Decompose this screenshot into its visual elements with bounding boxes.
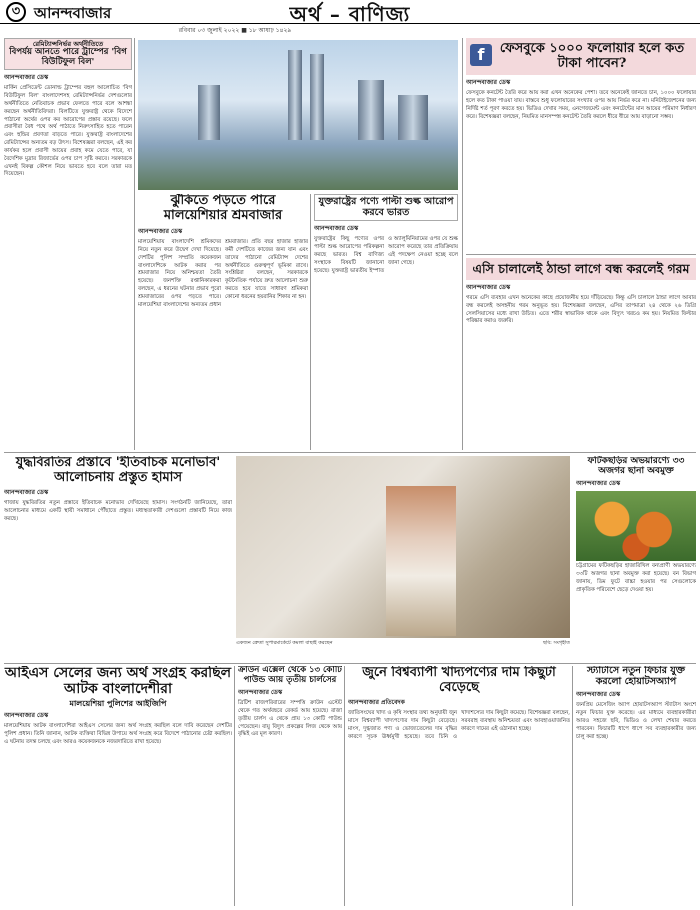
- article-byline: আনন্দবাজার ডেস্ক: [576, 691, 621, 699]
- article-body: যুক্তরাষ্ট্রের কিছু পণ্যের ওপর পাল্টা শুল্ক আরোপের পরিকল্পনা করছে ভারত। বিশ্ব বাণিজ্য সংস্থাকে বিষয়টি জানানো হয়েছে। যুক্তরাষ্ট্র ভারতীয় ইস্পাত ও অ্যালুমিনিয়ামের ওপর যে শুল্ক আরোপ করেছে তার প্রতিক্রিয়ায় এই পদক্ষেপ নেওয়া হচ্ছে বলে জানা গেছে।: [314, 236, 458, 274]
- article-byline: আনন্দবাজার ডেস্ক: [466, 284, 511, 291]
- facebook-icon: f: [470, 44, 492, 66]
- article-headline: ফটিকছড়ির অভয়ারণ্যে ৩৩ অজগর ছানা অবমুক্ত: [587, 456, 685, 477]
- article-headline: আইএস সেলের জন্য অর্থ সংগ্রহ করছিল আটক বাংলাদেশীরা: [4, 666, 232, 697]
- article-headline: এসি চালালেই ঠান্ডা লাগে বন্ধ করলেই গরম: [466, 258, 696, 280]
- article-body: জনপ্রিয় মেসেজিং অ্যাপ হোয়াটসঅ্যাপ স্ট্যাটাস অংশে নতুন ফিচার যুক্ত করেছে। এর মাধ্যমে ব্যবহারকারীরা আরও সহজে ছবি, ভিডিও ও লেখা শেয়ার করতে পারবেন। ফিচারটি ধাপে ধাপে সব ব্যবহারকারীর জন্য চালু করা হচ্ছে।: [576, 702, 696, 740]
- article-byline: আনন্দবাজার প্রতিবেদক: [348, 699, 405, 707]
- article-byline: আনন্দবাজার ডেস্ক: [138, 228, 183, 236]
- article-kicker: রেমিট্যান্সনির্ভর অর্থনীতিতে: [32, 40, 104, 48]
- article-hamas-ceasefire: [4, 456, 232, 661]
- article-body: চট্টগ্রামের ফটিকছড়ির হাজারিখিল বন্যপ্রাণী অভয়ারণ্যে ৩৩টি অজগর ছানা অবমুক্ত করা হয়েছে। বন বিভাগ জানায়, ডিম ফুটে বাচ্চা হওয়ার পর সেগুলোকে প্রাকৃতিক পরিবেশে ছেড়ে দেওয়া হয়।: [576, 563, 696, 593]
- photo-caption: একজন ক্রেতা সুপারমার্কেটে কমলা বাছাই করছেন: [236, 640, 333, 646]
- kl-skyline-photo: [138, 40, 458, 190]
- article-body: মার্কিন প্রেসিডেন্ট ডোনাল্ড ট্রাম্পের বহুল আলোচিত 'বিগ বিউটিফুল বিল' বাংলাদেশসহ রেমিট্যান্সনির্ভর দেশগুলোর অর্থনীতিতে নেতিবাচক প্রভাব ফেলতে পারে বলে আশঙ্কা করছেন অর্থনীতিবিদরা। বিলটিতে যুক্তরাষ্ট্র থেকে বিদেশে পাঠানো অর্থের ওপর কর আরোপের প্রস্তাব রয়েছে। ফলে প্রবাসীরা বৈধ পথে অর্থ পাঠাতে নিরুৎসাহিত হতে পারেন এবং হুন্ডির প্রবণতা বাড়তে পারে। যুক্তরাষ্ট্র বাংলাদেশের রেমিট্যান্সের অন্যতম বড় উৎস। বিশেষজ্ঞরা বলছেন, এই কর কার্যকর হলে প্রবাসী আয়ের প্রবাহ কমে যেতে পারে, যা বৈদেশিক মুদ্রার রিজার্ভের ওপর চাপ সৃষ্টি করবে। সরকারকে এখনই বিকল্প কৌশল নিয়ে ভাবতে হবে বলে তারা মত দিয়েছেন।: [4, 85, 132, 178]
- article-headline: স্ট্যাটাসে নতুন ফিচার যুক্ত করলো হোয়াটসঅ্যাপ: [586, 666, 686, 687]
- article-byline: আনন্দবাজার ডেস্ক: [466, 79, 511, 87]
- article-body: গাজায় যুদ্ধবিরতির নতুন প্রস্তাবে ইতিবাচক মনোভাব দেখিয়েছে হামাস। সংগঠনটি জানিয়েছে, তারা আলোচনার মাধ্যমে একটি স্থায়ী সমাধানে পৌঁছাতে প্রস্তুত। মধ্যস্থতাকারী দেশগুলো প্রস্তাবটি নিয়ে কাজ করছে।: [4, 500, 232, 522]
- article-food-prices: [348, 666, 570, 906]
- article-body: গরমে এসি ব্যবহার এখন অনেকের কাছে প্রয়োজনীয় হয়ে দাঁড়িয়েছে। কিন্তু এসি চালালে ঠান্ডা লাগে আবার বন্ধ করলেই অসহনীয় গরম অনুভূত হয়। বিশেষজ্ঞরা বলছেন, এসির তাপমাত্রা ২৪ থেকে ২৬ ডিগ্রি সেলসিয়াসের মধ্যে রাখা উচিত। এতে শরীর স্বাভাবিক থাকে এবং বিদ্যুৎ খরচও কম হয়। নিয়মিত ফিল্টার পরিষ্কার করাও জরুরি।: [466, 295, 696, 325]
- article-body: মালয়েশিয়ায় বাংলাদেশি শ্রমিকদের নিয়ে নতুন করে উদ্বেগ দেখা দিয়েছে। দেশটির পুলিশ সম্প্রতি কয়েকজন বাংলাদেশিকে আটক করার পর শ্রমবাজার নিয়ে অনিশ্চয়তা তৈরি হয়েছে। জনশক্তি রপ্তানিকারকরা বলছেন, এ ধরনের ঘটনার প্রভাব পুরো শ্রমবাজারের ওপর পড়তে পারে। মালয়েশিয়া বাংলাদেশের অন্যতম প্রধান শ্রমবাজার। প্রতি বছর হাজার হাজার কর্মী দেশটিতে কাজের জন্য যান এবং তাদের পাঠানো রেমিট্যান্স দেশের অর্থনীতিতে গুরুত্বপূর্ণ ভূমিকা রাখে। সংশ্লিষ্টরা বলছেন, সরকারকে কূটনৈতিক পর্যায়ে দ্রুত আলোচনা শুরু করতে হবে যাতে সাধারণ শ্রমিকরা কোনো ধরনের হয়রানির শিকার না হন।: [138, 239, 308, 308]
- article-byline: আনন্দবাজার ডেস্ক: [4, 74, 49, 82]
- article-headline: যুক্তরাষ্ট্রের পণ্যে পাল্টা শুল্ক আরোপ করবে ভারত: [314, 194, 458, 221]
- paper-name: আনন্দবাজার: [34, 4, 112, 22]
- python-photo: [576, 491, 696, 561]
- article-body: মালয়েশিয়ায় আটক বাংলাদেশিরা আইএস সেলের জন্য অর্থ সংগ্রহ করছিল বলে দাবি করেছেন দেশটির পুলিশ প্রধান। তিনি জানান, আটক ব্যক্তিরা বিভিন্ন উপায়ে অর্থ সংগ্রহ করে বিদেশে পাঠানোর চেষ্টা করছিল। এ ঘটনায় তদন্ত চলছে এবং আরও কয়েকজনকে নজরদারিতে রাখা হয়েছে।: [4, 723, 232, 745]
- masthead: [0, 0, 700, 24]
- article-body: ফেসবুকে কনটেন্ট তৈরি করে আয় করা এখন অনেকের পেশা। তবে অনেকেই জানতে চান, ১০০০ ফলোয়ার হলে কত টাকা পাওয়া যায়। বাস্তবে শুধু ফলোয়ারের সংখ্যার ওপর আয় নির্ভর করে না। মনিটাইজেশনের জন্য নির্দিষ্ট শর্ত পূরণ করতে হয়। ভিডিও দেখার সময়, এনগেজমেন্ট এবং কনটেন্টের মান আয়ের পরিমাণ নির্ধারণ করে। বিশেষজ্ঞরা বলছেন, নিয়মিত মানসম্পন্ন কনটেন্ট তৈরি করলে ধীরে ধীরে আয় বাড়ানো সম্ভব।: [466, 90, 696, 120]
- article-remittance: [4, 38, 132, 448]
- section-title: অর্থ – বাণিজ্য: [289, 2, 411, 24]
- article-headline: যুদ্ধবিরতির প্রস্তাবে 'ইতিবাচক মনোভাব' আলোচনায় প্রস্তুত হামাস: [15, 456, 221, 485]
- article-facebook-followers: [466, 38, 696, 250]
- article-body: জাতিসংঘের খাদ্য ও কৃষি সংস্থার তথ্য অনুযায়ী জুন মাসে বিশ্বব্যাপী খাদ্যপণ্যের দাম কিছুটা বেড়েছে। মাংস, দুগ্ধজাত পণ্য ও ভোজ্যতেলের দাম বৃদ্ধির কারণে সূচক ঊর্ধ্বমুখী হয়েছে। তবে চিনি ও খাদ্যশস্যের দাম কিছুটা কমেছে। বিশেষজ্ঞরা বলছেন, সরবরাহ ব্যবস্থায় অনিশ্চয়তা এবং আবহাওয়াজনিত কারণে দামের এই ওঠানামা হচ্ছে।: [348, 710, 570, 740]
- photo-credit: ছবি: সংগৃহীত: [542, 640, 570, 646]
- article-crown-estate: [238, 666, 342, 906]
- article-india-tariff: [314, 194, 458, 449]
- supermarket-photo: [236, 456, 570, 646]
- article-byline: আনন্দবাজার ডেস্ক: [4, 712, 49, 720]
- article-subhead: মালয়েশিয়া পুলিশের আইজিপি: [69, 698, 167, 709]
- article-python-release: [576, 456, 696, 661]
- article-byline: আনন্দবাজার ডেস্ক: [4, 489, 49, 497]
- article-byline: আনন্দবাজার ডেস্ক: [314, 225, 359, 233]
- article-headline: ঝুঁকিতে পড়তে পারে মালয়েশিয়ার শ্রমবাজার: [163, 194, 283, 223]
- article-body: ব্রিটিশ রাজপরিবারের সম্পত্তি ক্রাউন এস্টেট থেকে গত অর্থবছরে রেকর্ড আয় হয়েছে। রাজা তৃতীয় চার্লস এ থেকে প্রায় ১৩ কোটি পাউন্ড পেয়েছেন। বায়ু বিদ্যুৎ প্রকল্পের লিজ থেকে আয় বৃদ্ধিই এর মূল কারণ।: [238, 700, 342, 738]
- article-headline: জুনে বিশ্বব্যাপী খাদ্যপণ্যের দাম কিছুটা বেড়েছে: [362, 666, 556, 695]
- article-malaysia-labour: [138, 194, 308, 449]
- article-is-cell: [4, 666, 232, 906]
- article-byline: আনন্দবাজার ডেস্ক: [238, 689, 283, 697]
- page-number: ৩: [6, 2, 26, 22]
- article-ac-usage: [466, 258, 696, 450]
- article-headline: ফেসবুকে ১০০০ ফলোয়ার হলে কত টাকা পাবেন?: [499, 41, 685, 71]
- article-byline: আনন্দবাজার ডেস্ক: [576, 480, 621, 488]
- article-headline: বিপর্যয় আনতে পারে ট্রাম্পের 'বিগ বিউটিফুল বিল': [9, 47, 127, 67]
- dateline: রবিবার ০৩ জুলাই ২০২২ ■ ১৮ আষাঢ় ১৪২৯: [178, 27, 292, 34]
- article-whatsapp: [576, 666, 696, 906]
- article-headline: ক্রাউন এক্সেল থেকে ১৩ কোটি পাউন্ড আয় তৃতীয় চার্লসের: [238, 666, 342, 685]
